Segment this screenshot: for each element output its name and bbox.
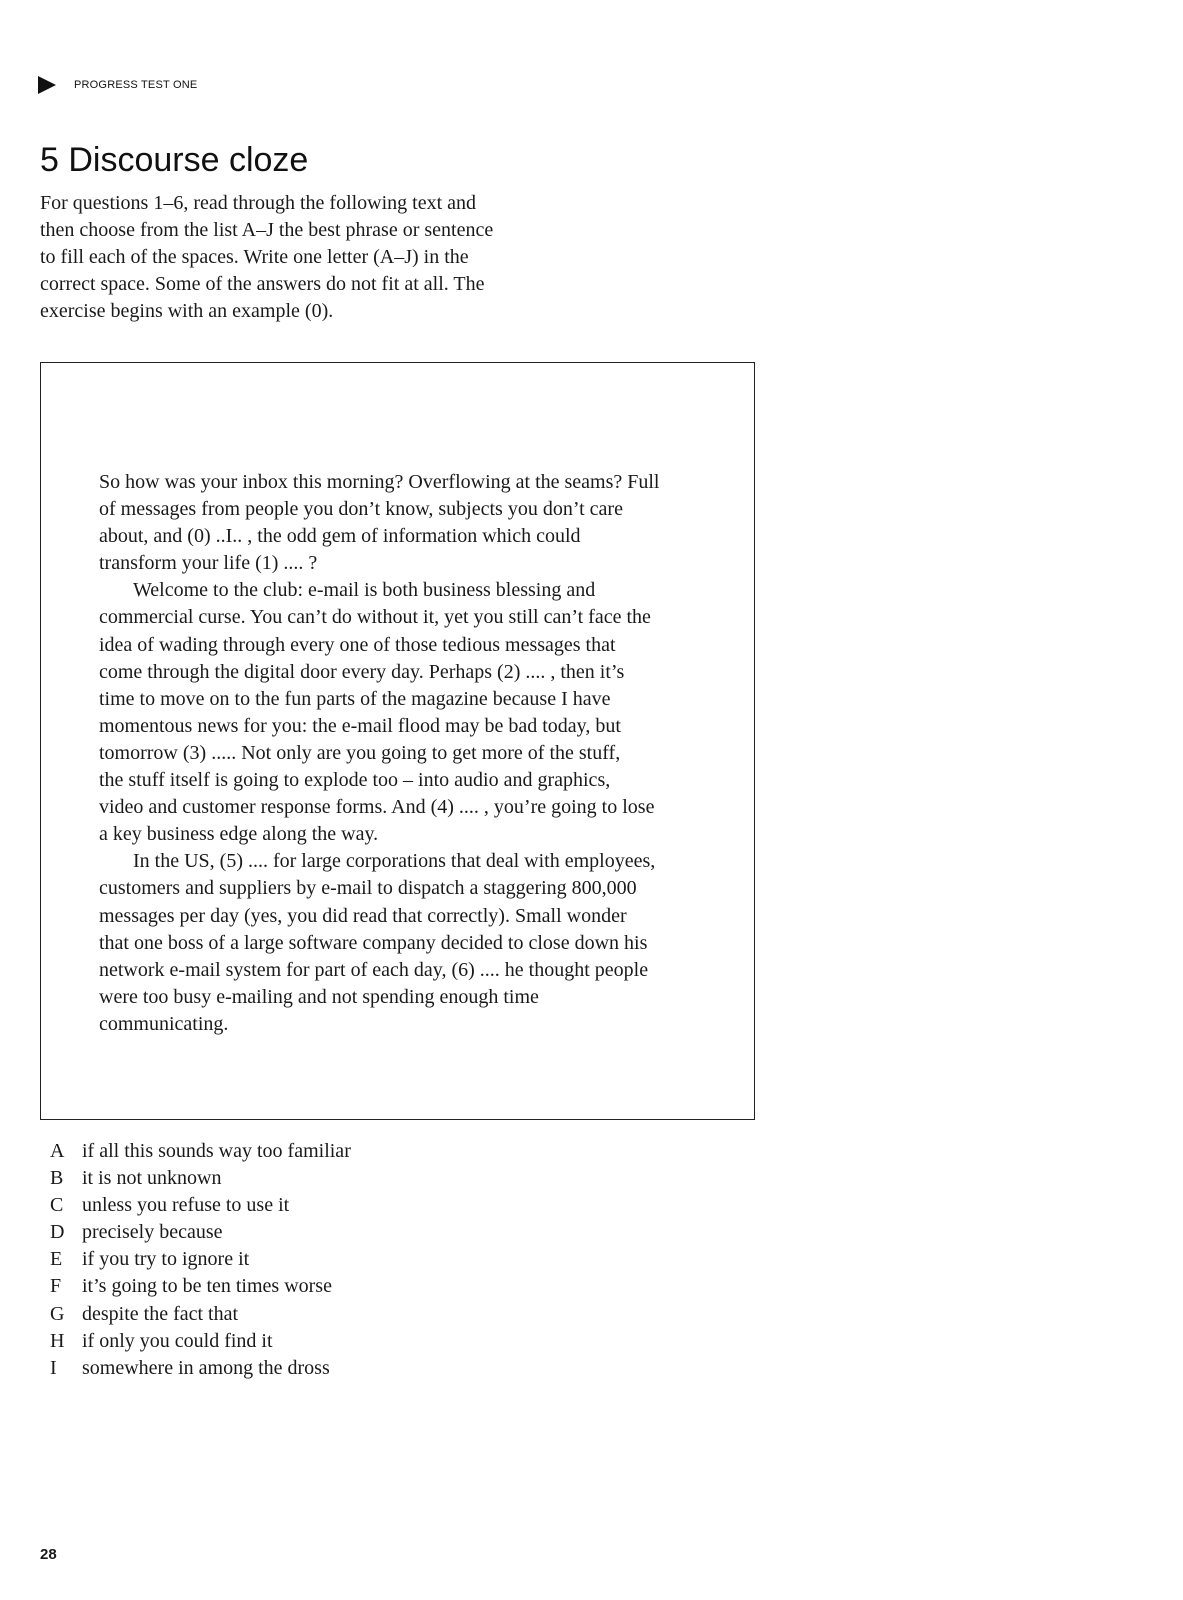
option-letter: C [50, 1194, 64, 1217]
answer-option [50, 1165, 351, 1192]
passage-line: were too busy e-mailing and not spending enough time [99, 985, 539, 1008]
passage-line: that one boss of a large software company decided to close down his [99, 931, 648, 954]
instruction-line: correct space. Some of the answers do not fit at all. The [40, 273, 485, 295]
passage-line: a key business edge along the way. [99, 823, 379, 846]
section-title: 5 Discourse cloze [40, 141, 309, 179]
option-letter: A [50, 1140, 65, 1162]
passage-line: video and customer response forms. And (4) .... , you’re going to lose [99, 796, 655, 819]
page-header [38, 76, 197, 94]
option-letter: I [50, 1356, 57, 1379]
passage-line: messages per day (yes, you did read that correctly). Small wonder [99, 904, 627, 927]
answer-option [50, 1328, 351, 1355]
option-text: if all this sounds way too familiar [82, 1140, 351, 1162]
passage-line: network e-mail system for part of each day, (6) .... he thought people [99, 958, 649, 981]
passage-line: time to move on to the fun parts of the magazine because I have [99, 687, 611, 710]
passage-line: come through the digital door every day. Perhaps (2) .... , then it’s [99, 660, 625, 683]
passage-box [40, 362, 755, 1120]
answer-option [50, 1138, 351, 1165]
passage-line: commercial curse. You can’t do without it, yet you still can’t face the [99, 606, 651, 629]
passage-line: idea of wading through every one of those tedious messages that [99, 633, 616, 656]
option-letter: F [50, 1275, 62, 1298]
option-text: it’s going to be ten times worse [82, 1275, 332, 1298]
passage-line: communicating. [99, 1012, 229, 1035]
passage-line: of messages from people you don’t know, subjects you don’t care [99, 498, 623, 521]
answer-option [50, 1355, 351, 1382]
answer-option [50, 1273, 351, 1300]
page-number: 28 [40, 1546, 57, 1563]
passage-line: transform your life (1) .... ? [99, 552, 318, 575]
answer-option [50, 1219, 351, 1246]
option-letter: D [50, 1221, 65, 1244]
passage-line: customers and suppliers by e-mail to dispatch a staggering 800,000 [99, 877, 637, 900]
passage-line: In the US, (5) .... for large corporations that deal with employees, [133, 850, 656, 873]
passage-line: momentous news for you: the e-mail flood may be bad today, but [99, 714, 621, 737]
passage-text [99, 469, 739, 1038]
instruction-line: For questions 1–6, read through the following text and [40, 192, 477, 214]
instruction-line: to fill each of the spaces. Write one letter (A–J) in the [40, 246, 469, 268]
header-label: PROGRESS TEST ONE [74, 79, 198, 91]
answer-options-list [50, 1138, 351, 1382]
option-letter: B [50, 1167, 64, 1190]
passage-line: So how was your inbox this morning? Overflowing at the seams? Full [99, 471, 660, 493]
option-text: if you try to ignore it [82, 1248, 250, 1271]
option-letter: H [50, 1329, 65, 1352]
instructions [40, 190, 600, 325]
play-arrow-icon [38, 76, 56, 94]
passage-line: Welcome to the club: e-mail is both business blessing and [133, 579, 596, 602]
option-text: precisely because [82, 1221, 223, 1244]
option-text: unless you refuse to use it [82, 1194, 290, 1217]
passage-line: about, and (0) ..I.. , the odd gem of information which could [99, 525, 581, 548]
instruction-line: exercise begins with an example (0). [40, 300, 334, 322]
option-text: somewhere in among the dross [82, 1356, 330, 1379]
answer-option [50, 1246, 351, 1273]
passage-line: tomorrow (3) ..... Not only are you going to get more of the stuff, [99, 741, 621, 764]
instruction-line: then choose from the list A–J the best phrase or sentence [40, 219, 494, 241]
option-text: if only you could find it [82, 1329, 273, 1352]
answer-option [50, 1301, 351, 1328]
option-letter: G [50, 1302, 65, 1325]
answer-option [50, 1192, 351, 1219]
passage-line: the stuff itself is going to explode too – into audio and graphics, [99, 769, 611, 792]
option-letter: E [50, 1248, 63, 1271]
option-text: despite the fact that [82, 1302, 239, 1325]
option-text: it is not unknown [82, 1167, 222, 1190]
